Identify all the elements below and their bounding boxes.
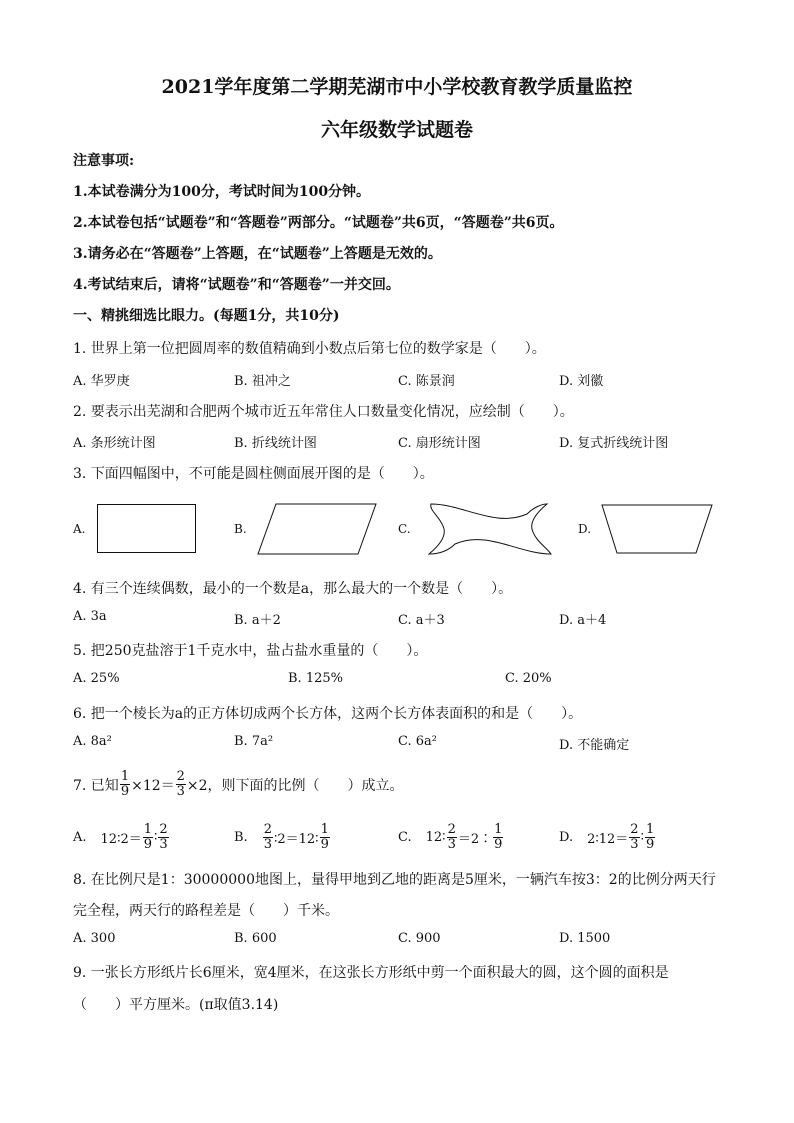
fraction bbox=[158, 823, 168, 852]
q2-option-b: B. 折线统计图 bbox=[234, 436, 317, 451]
q7-mid: ×12＝ bbox=[131, 777, 175, 794]
note-item: 3.请务必在“答题卷”上答题，在“试题卷”上答题是无效的。 bbox=[73, 246, 442, 262]
q1-option-d: D. 刘徽 bbox=[559, 374, 604, 389]
q6-option-c: C. 6a² bbox=[398, 734, 437, 749]
question-8-stem-cont: 完全程，两天行的路程差是（ ）千米。 bbox=[73, 903, 339, 919]
numerator: 2 bbox=[263, 822, 272, 837]
question-5-stem: 5. 把250克盐溶于1千克水中，盐占盐水重量的（ ）。 bbox=[73, 643, 428, 659]
numerator: 2 bbox=[159, 822, 168, 837]
question-7-stem bbox=[73, 770, 404, 799]
numerator: 1 bbox=[143, 822, 153, 837]
q4-option-c: C. a＋3 bbox=[398, 613, 445, 628]
denominator: 9 bbox=[120, 784, 130, 799]
q8-option-d: D. 1500 bbox=[559, 931, 611, 946]
numerator: 1 bbox=[320, 822, 329, 837]
question-2-stem: 2. 要表示出芜湖和合肥两个城市近五年常住人口数量变化情况，应绘制（ ）。 bbox=[73, 404, 574, 420]
rectangle-figure bbox=[97, 504, 197, 554]
numerator: 1 bbox=[120, 769, 130, 784]
q7-prefix: 7. 已知 bbox=[73, 777, 119, 794]
option-text: 2∶12＝ bbox=[587, 832, 629, 847]
denominator: 9 bbox=[645, 837, 655, 852]
q8-option-b: B. 600 bbox=[234, 931, 277, 946]
denominator: 9 bbox=[320, 837, 329, 852]
q6-option-a: A. 8a² bbox=[73, 734, 112, 749]
question-6-stem: 6. 把一个棱长为a的正方体切成两个长方体，这两个长方体表面积的和是（ ）。 bbox=[73, 706, 583, 722]
q7-option-b bbox=[234, 823, 331, 852]
q3-label-d: D. bbox=[578, 522, 592, 536]
option-text: 12∶2＝ bbox=[100, 832, 142, 847]
numerator: 2 bbox=[447, 822, 456, 837]
denominator: 3 bbox=[176, 784, 185, 799]
option-text: 12∶ bbox=[425, 830, 446, 845]
option-label: A. bbox=[73, 830, 87, 845]
question-9-stem-cont: （ ）平方厘米。(π取值3.14) bbox=[73, 997, 279, 1013]
question-8-stem: 8. 在比例尺是1：30000000地图上，量得甲地到乙地的距离是5厘米，一辆汽车按3：2的比例分两天行 bbox=[73, 872, 716, 888]
parallelogram-figure bbox=[257, 503, 377, 555]
option-text: ∶ bbox=[154, 830, 158, 845]
denominator: 9 bbox=[143, 837, 153, 852]
fraction bbox=[176, 770, 186, 799]
fraction bbox=[645, 823, 655, 852]
notes-heading: 注意事项: bbox=[73, 153, 135, 169]
option-text: ＝2∶ bbox=[457, 832, 493, 847]
q7-suffix: ×2，则下面的比例（ ）成立。 bbox=[186, 777, 404, 794]
fraction bbox=[447, 823, 457, 852]
question-9-stem: 9. 一张长方形纸片长6厘米，宽4厘米，在这张长方形纸中剪一个面积最大的圆，这个圆的面积是 bbox=[73, 965, 669, 981]
question-3-stem: 3. 下面四幅图中，不可能是圆柱侧面展开图的是（ ）。 bbox=[73, 466, 434, 482]
numerator: 1 bbox=[494, 822, 503, 837]
fraction bbox=[493, 823, 503, 852]
option-label: C. bbox=[398, 830, 412, 845]
denominator: 9 bbox=[494, 837, 503, 852]
fraction bbox=[120, 770, 130, 799]
denominator: 3 bbox=[630, 837, 639, 852]
section-heading: 一、精挑细选比眼力。(每题1分，共10分) bbox=[73, 308, 340, 324]
fraction bbox=[629, 823, 639, 852]
wavy-figure bbox=[423, 500, 555, 558]
fraction bbox=[143, 823, 153, 852]
numerator: 1 bbox=[645, 822, 655, 837]
q7-option-a bbox=[73, 823, 170, 852]
denominator: 3 bbox=[263, 837, 272, 852]
q8-option-a: A. 300 bbox=[73, 931, 116, 946]
denominator: 3 bbox=[159, 837, 168, 852]
q5-option-a: A. 25% bbox=[73, 671, 120, 686]
note-item: 4.考试结束后，请将“试题卷”和“答题卷”一并交回。 bbox=[73, 277, 400, 293]
note-item: 2.本试卷包括“试题卷”和“答题卷”两部分。“试题卷”共6页，“答题卷”共6页。 bbox=[73, 215, 564, 231]
q3-label-a: A. bbox=[73, 522, 86, 536]
q4-option-a: A. 3a bbox=[73, 609, 107, 624]
question-1-stem: 1. 世界上第一位把圆周率的数值精确到小数点后第七位的数学家是（ ）。 bbox=[73, 341, 546, 357]
option-label: D. bbox=[559, 830, 574, 845]
question-4-stem: 4. 有三个连续偶数，最小的一个数是a，那么最大的一个数是（ ）。 bbox=[73, 581, 513, 597]
q4-option-b: B. a＋2 bbox=[234, 613, 281, 628]
q8-option-c: C. 900 bbox=[398, 931, 441, 946]
q3-label-c: C. bbox=[398, 522, 411, 536]
numerator: 2 bbox=[630, 822, 639, 837]
q6-option-b: B. 7a² bbox=[234, 734, 274, 749]
q2-option-c: C. 扇形统计图 bbox=[398, 436, 481, 451]
q5-option-c: C. 20% bbox=[505, 671, 552, 686]
q1-option-a: A. 华罗庚 bbox=[73, 374, 130, 389]
q2-option-a: A. 条形统计图 bbox=[73, 436, 156, 451]
note-item: 1.本试卷满分为100分，考试时间为100分钟。 bbox=[73, 184, 371, 200]
exam-subtitle: 六年级数学试题卷 bbox=[320, 119, 473, 141]
q2-option-d: D. 复式折线统计图 bbox=[559, 436, 669, 451]
q4-option-d: D. a＋4 bbox=[559, 613, 607, 628]
option-text: ∶2＝12∶ bbox=[273, 832, 319, 847]
q1-option-c: C. 陈景润 bbox=[398, 374, 455, 389]
fraction bbox=[320, 823, 330, 852]
numerator: 2 bbox=[176, 769, 185, 784]
option-text: ∶ bbox=[640, 830, 644, 845]
q7-option-d bbox=[559, 823, 656, 852]
trapezoid-figure bbox=[601, 504, 713, 554]
q3-label-b: B. bbox=[234, 522, 247, 536]
q7-option-c bbox=[398, 823, 504, 852]
fraction bbox=[263, 823, 273, 852]
q1-option-b: B. 祖冲之 bbox=[234, 374, 291, 389]
exam-title: 2021学年度第二学期芜湖市中小学校教育教学质量监控 bbox=[161, 76, 633, 98]
denominator: 3 bbox=[447, 837, 456, 852]
option-label: B. bbox=[234, 830, 248, 845]
q6-option-d: D. 不能确定 bbox=[559, 738, 630, 753]
q5-option-b: B. 125% bbox=[288, 671, 343, 686]
